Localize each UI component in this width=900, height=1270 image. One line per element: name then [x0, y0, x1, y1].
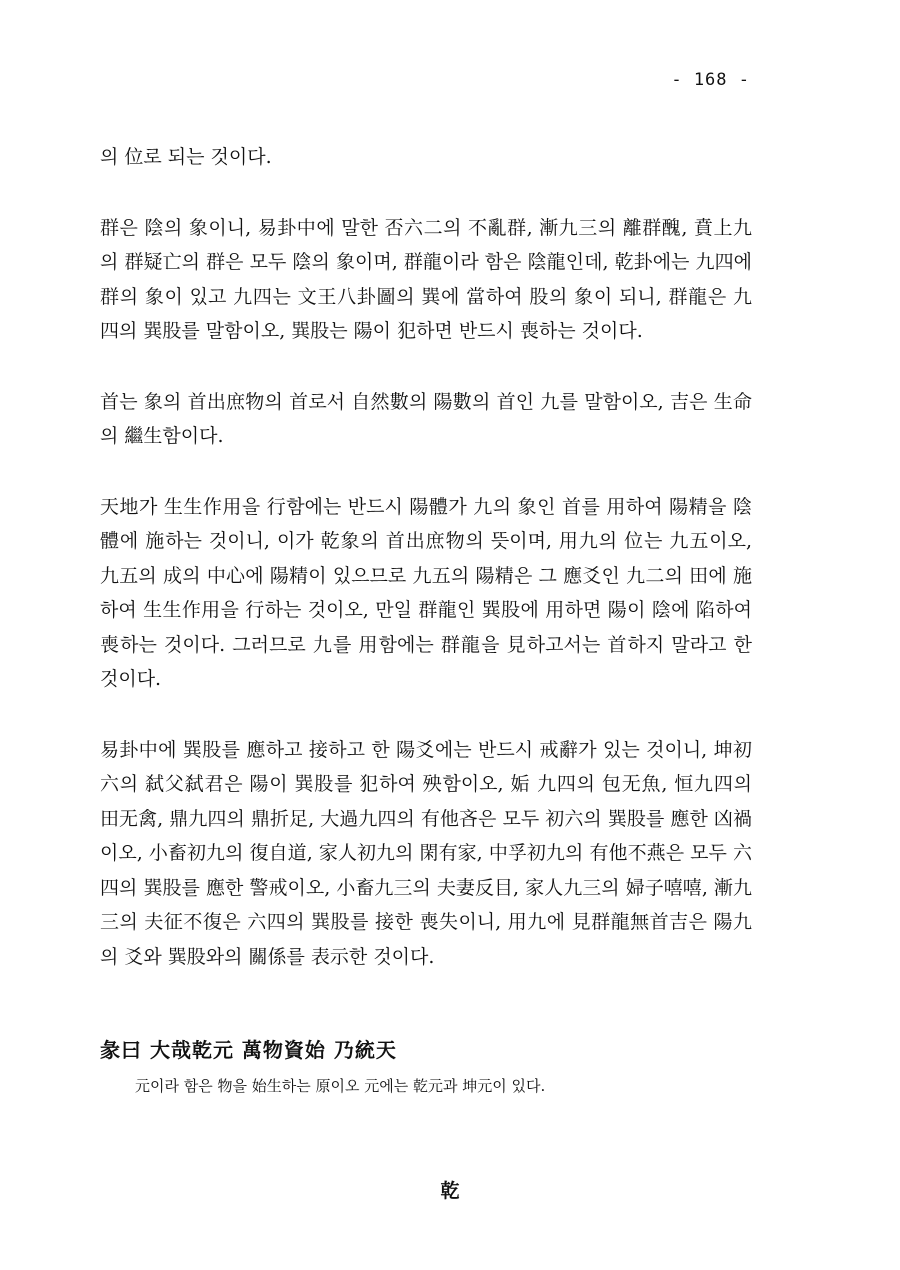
paragraph: 易卦中에 巽股를 應하고 接하고 한 陽爻에는 반드시 戒辭가 있는 것이니, 坤初六의 弑父弑君은 陽이 巽股를 犯하여 殃함이오, 姤 九四의 包无魚, 恒九四의 田无禽, 鼎九四의 鼎折足, 大過九四의 有他吝은 모두 初六의 巽股를 應한 凶禍이오, 小畜初九의 復自道, 家人初九의 閑有家, 中孚初九의 有他不燕은 모두 六四의 巽股를 應한 警戒이오, 小畜九三의 夫妻反目, 家人九三의 婦子嘻嘻, 漸九三의 夫征不復은 六四의 巽股를 接한 喪失이니, 用九에 見群龍無首吉은 陽九의 爻와 巽股와의 關係를 表示한 것이다. [100, 738, 752, 968]
footer-title: 乾 [440, 1180, 460, 1202]
paragraph: 群은 陰의 象이니, 易卦中에 말한 否六二의 不亂群, 漸九三의 離群醜, 賁上九의 群疑亡의 群은 모두 陰의 象이며, 群龍이라 함은 陰龍인데, 乾卦에는 九四에 群의 象이 있고 九四는 文王八卦圖의 巽에 當하여 股의 象이 되니, 群龍은 九四의 巽股를 말함이오, 巽股는 陽이 犯하면 반드시 喪하는 것이다. [100, 216, 752, 342]
section-note: 元이라 함은 物을 始生하는 原이오 元에는 乾元과 坤元이 있다. [135, 1077, 546, 1095]
paragraph: 天地가 生生作用을 行함에는 반드시 陽體가 九의 象인 首를 用하여 陽精을 陰體에 施하는 것이니, 이가 乾象의 首出庶物의 뜻이며, 用九의 位는 九五이오, 九五의 成의 中心에 陽精이 있으므로 九五의 陽精은 그 應爻인 九二의 田에 施하여 生生作用을 行하는 것이오, 만일 群龍인 巽股에 用하면 陽이 陰에 陷하여 喪하는 것이다. 그러므로 九를 用함에는 群龍을 見하고서는 首하지 말라고 한 것이다. [100, 495, 752, 690]
paragraph: 의 位로 되는 것이다. [100, 146, 272, 168]
page-number: - 168 - [671, 70, 750, 90]
body-text [100, 140, 752, 1010]
paragraph: 首는 象의 首出庶物의 首로서 自然數의 陽數의 首인 九를 말함이오, 吉은 生命의 繼生함이다. [100, 390, 752, 447]
section-heading: 彖曰 大哉乾元 萬物資始 乃統天 [100, 1038, 397, 1062]
